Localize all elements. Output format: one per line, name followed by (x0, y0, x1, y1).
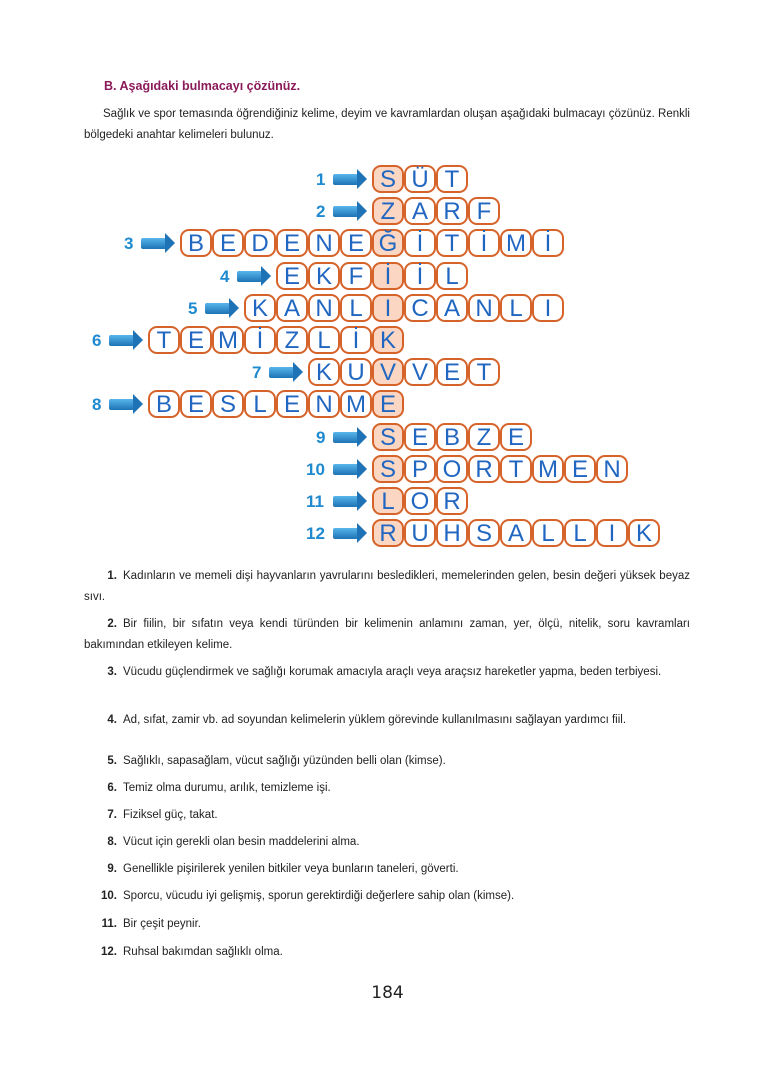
row-number-3: 3 (124, 234, 134, 253)
section-title: B. Aşağıdaki bulmacayı çözünüz. (104, 79, 301, 93)
letter-cell: T (436, 165, 468, 193)
clue-item: 1. Kadınların ve memeli dişi hayvanların yavrularını besledikleri, memelerinden gelen, besin değeri yüksek beyaz sıvı. (84, 570, 690, 603)
arrow-icon (333, 206, 358, 217)
row-number-11: 11 (306, 492, 324, 511)
arrow-icon (109, 399, 134, 410)
arrow-icon (141, 238, 166, 249)
letter-cell: I (532, 294, 564, 322)
arrow-icon (333, 464, 358, 475)
letter-cell: R (436, 487, 468, 515)
letter-cell: İ (468, 229, 500, 257)
key-letter-cell: V (372, 358, 404, 386)
letter-cell: R (468, 455, 500, 483)
letter-cell: F (340, 262, 372, 290)
letter-cell: M (212, 326, 244, 354)
intro-paragraph: Sağlık ve spor temasında öğrendiğiniz kelime, deyim ve kavramlardan oluşan aşağıdaki bulmacayı çözünüz. Renkli bölgedeki anahtar kelimeleri bulunuz. (84, 108, 690, 141)
letter-cell: U (404, 519, 436, 547)
letter-cell: B (148, 390, 180, 418)
clue-item: 8. Vücut için gerekli olan besin maddelerini alma. (107, 836, 360, 848)
letter-cell: İ (404, 262, 436, 290)
arrow-icon (237, 271, 262, 282)
letter-cell: V (404, 358, 436, 386)
letter-cell: İ (340, 326, 372, 354)
arrow-icon (333, 496, 358, 507)
letter-cell: Ü (404, 165, 436, 193)
letter-cell: E (564, 455, 596, 483)
key-letter-cell: S (372, 455, 404, 483)
row-number-5: 5 (188, 299, 198, 318)
letter-cell: M (500, 229, 532, 257)
letter-cell: N (308, 229, 340, 257)
page-number: 184 (371, 983, 404, 1003)
letter-cell: E (180, 326, 212, 354)
letter-cell: L (564, 519, 596, 547)
letter-cell: L (340, 294, 372, 322)
letter-cell: E (340, 229, 372, 257)
clue-item: 9. Genellikle pişirilerek yenilen bitkiler veya bunların taneleri, göverti. (107, 863, 459, 875)
clue-item: 5. Sağlıklı, sapasağlam, vücut sağlığı yüzünden belli olan (kimse). (107, 755, 446, 767)
letter-cell: I (596, 519, 628, 547)
letter-cell: N (308, 294, 340, 322)
letter-cell: N (596, 455, 628, 483)
letter-cell: O (436, 455, 468, 483)
letter-cell: T (468, 358, 500, 386)
arrow-icon (333, 174, 358, 185)
letter-cell: L (244, 390, 276, 418)
letter-cell: S (212, 390, 244, 418)
letter-cell: A (500, 519, 532, 547)
letter-cell: E (276, 262, 308, 290)
letter-cell: F (468, 197, 500, 225)
letter-cell: İ (404, 229, 436, 257)
letter-cell: N (308, 390, 340, 418)
key-letter-cell: S (372, 423, 404, 451)
letter-cell: L (532, 519, 564, 547)
letter-cell: C (404, 294, 436, 322)
letter-cell: N (468, 294, 500, 322)
key-letter-cell: Z (372, 197, 404, 225)
letter-cell: T (436, 229, 468, 257)
letter-cell: A (404, 197, 436, 225)
row-number-7: 7 (252, 363, 262, 382)
clue-item: 3. Vücudu güçlendirmek ve sağlığı korumak amacıyla araçlı veya araçsız hareketler yapma, beden terbiyesi. (107, 666, 662, 678)
arrow-icon (205, 303, 230, 314)
letter-cell: A (436, 294, 468, 322)
key-letter-cell: İ (372, 262, 404, 290)
letter-cell: M (340, 390, 372, 418)
row-number-9: 9 (316, 428, 326, 447)
letter-cell: S (468, 519, 500, 547)
key-letter-cell: S (372, 165, 404, 193)
letter-cell: Z (276, 326, 308, 354)
letter-cell: L (308, 326, 340, 354)
clue-item: 11. Bir çeşit peynir. (101, 918, 201, 930)
letter-cell: Z (468, 423, 500, 451)
key-letter-cell: Ğ (372, 229, 404, 257)
letter-cell: İ (244, 326, 276, 354)
letter-cell: İ (532, 229, 564, 257)
letter-cell: U (340, 358, 372, 386)
clue-item: 10. Sporcu, vücudu iyi gelişmiş, sporun gerektirdiği değerlere sahip olan (kimse). (101, 890, 515, 902)
crossword-puzzle (0, 150, 775, 550)
letter-cell: D (244, 229, 276, 257)
letter-cell: K (628, 519, 660, 547)
letter-cell: E (276, 390, 308, 418)
letter-cell: T (500, 455, 532, 483)
letter-cell: E (212, 229, 244, 257)
key-letter-cell: L (372, 487, 404, 515)
letter-cell: K (308, 358, 340, 386)
clue-item: 2. Bir fiilin, bir sıfatın veya kendi türünden bir kelimenin anlamını zaman, yer, ölçü, nitelik, soru kavramları bakımından etkileyen kelime. (84, 618, 690, 651)
arrow-icon (269, 367, 294, 378)
row-number-12: 12 (306, 524, 325, 543)
arrow-icon (109, 335, 134, 346)
clue-item: 12. Ruhsal bakımdan sağlıklı olma. (101, 946, 283, 958)
clue-item: 4. Ad, sıfat, zamir vb. ad soyundan kelimelerin yüklem görevinde kullanılmasını sağlayan yardımcı fiil. (107, 714, 627, 726)
letter-cell: E (436, 358, 468, 386)
letter-cell: L (500, 294, 532, 322)
letter-cell: P (404, 455, 436, 483)
row-number-10: 10 (306, 460, 325, 479)
letter-cell: R (436, 197, 468, 225)
letter-cell: E (180, 390, 212, 418)
key-letter-cell: R (372, 519, 404, 547)
letter-cell: O (404, 487, 436, 515)
letter-cell: T (148, 326, 180, 354)
arrow-icon (333, 528, 358, 539)
letter-cell: E (404, 423, 436, 451)
letter-cell: E (500, 423, 532, 451)
row-number-1: 1 (316, 170, 326, 189)
row-number-8: 8 (92, 395, 102, 414)
letter-cell: E (276, 229, 308, 257)
key-letter-cell: E (372, 390, 404, 418)
letter-cell: L (436, 262, 468, 290)
letter-cell: H (436, 519, 468, 547)
letter-cell: A (276, 294, 308, 322)
letter-cell: B (436, 423, 468, 451)
clue-item: 7. Fiziksel güç, takat. (107, 809, 218, 821)
row-number-4: 4 (220, 267, 230, 286)
letter-cell: K (308, 262, 340, 290)
letter-cell: M (532, 455, 564, 483)
arrow-icon (333, 432, 358, 443)
row-number-6: 6 (92, 331, 102, 350)
key-letter-cell: I (372, 294, 404, 322)
row-number-2: 2 (316, 202, 326, 221)
letter-cell: K (244, 294, 276, 322)
key-letter-cell: K (372, 326, 404, 354)
letter-cell: B (180, 229, 212, 257)
clue-item: 6. Temiz olma durumu, arılık, temizleme işi. (107, 782, 331, 794)
